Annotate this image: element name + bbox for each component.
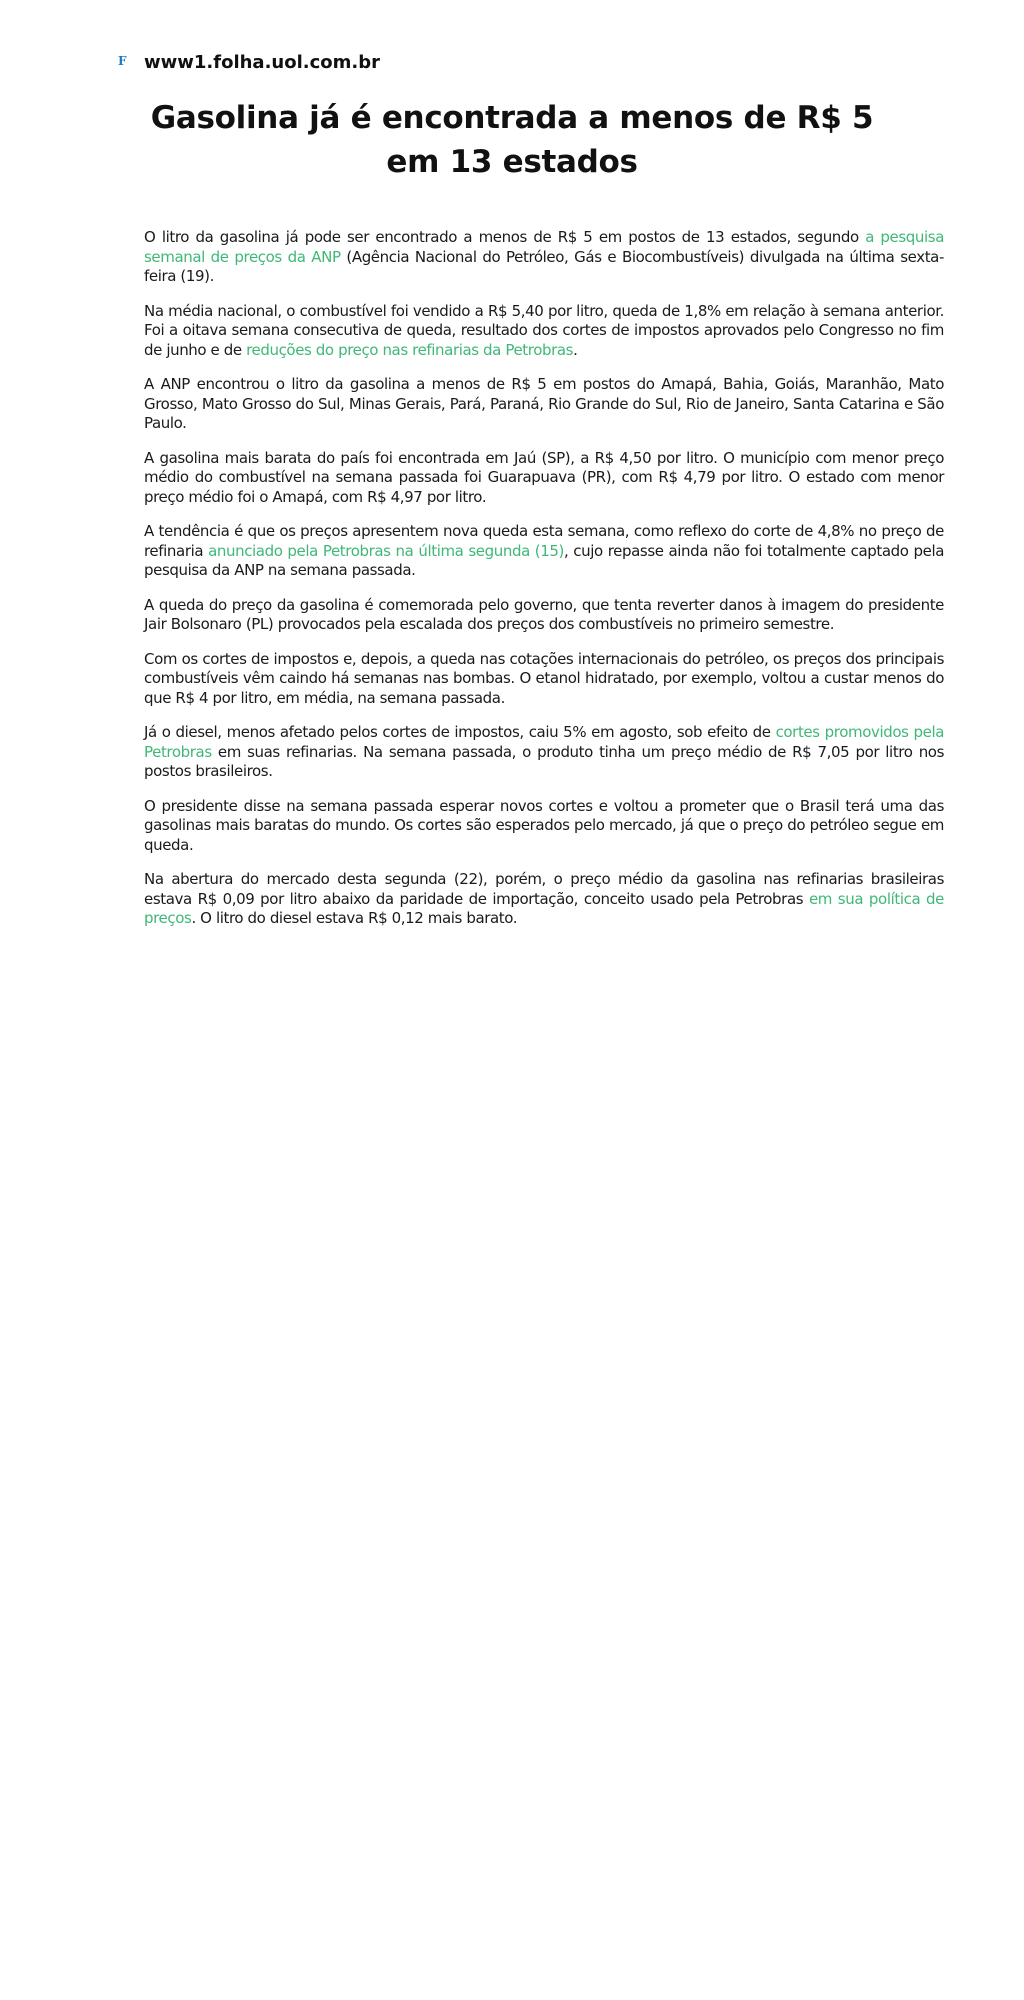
link-politica-precos[interactable]: em sua política de preços	[144, 889, 944, 927]
paragraph-text: em suas refinarias. Na semana passada, o produto tinha um preço médio de R$ 7,05 por litro nos postos brasileiros.	[144, 742, 944, 780]
article-paragraph	[144, 302, 944, 361]
article-paragraph: A ANP encontrou o litro da gasolina a menos de R$ 5 em postos do Amapá, Bahia, Goiás, Maranhão, Mato Grosso, Mato Grosso do Sul, Minas Gerais, Pará, Paraná, Rio Grande do Sul, Rio de Janeiro, Santa Catarina e São Paulo.	[144, 375, 944, 432]
paragraph-text: .	[573, 340, 578, 359]
article-paragraph: O presidente disse na semana passada esperar novos cortes e voltou a prometer que o Brasil terá uma das gasolinas mais baratas do mundo. Os cortes são esperados pelo mercado, já que o preço do petróleo segue em queda.	[144, 796, 944, 854]
article-paragraph	[144, 723, 944, 782]
article-paragraph: A queda do preço da gasolina é comemorada pelo governo, que tenta reverter danos à imagem do presidente Jair Bolsonaro (PL) provocados pela escalada dos preços dos combustíveis no primeiro semestre.	[144, 595, 944, 633]
article-paragraph	[144, 522, 944, 581]
paragraph-text: . O litro do diesel estava R$ 0,12 mais barato.	[191, 909, 518, 927]
link-anunciado-petrobras[interactable]: anunciado pela Petrobras na última segunda (15)	[208, 541, 565, 560]
link-pesquisa-anp[interactable]: a pesquisa semanal de preços da ANP	[144, 228, 944, 266]
site-domain[interactable]: www1.folha.uol.com.br	[144, 52, 380, 73]
paragraph-text: A tendência é que os preços apresentem nova queda esta semana, como reflexo do corte de 4,8% no preço de refinaria	[144, 522, 944, 560]
link-cortes-petrobras[interactable]: cortes promovidos pela Petrobras	[144, 723, 945, 761]
site-header	[118, 52, 380, 73]
article-body	[144, 228, 944, 944]
article-title: Gasolina já é encontrada a menos de R$ 5 em 13 estados	[150, 100, 874, 180]
link-reducoes-preco-refinarias[interactable]: reduções do preço nas refinarias da Petrobras	[246, 340, 574, 359]
article-paragraph: Com os cortes de impostos e, depois, a queda nas cotações internacionais do petróleo, os preços dos principais combustíveis vêm caindo há semanas nas bombas. O etanol hidratado, por exemplo, voltou a custar menos do que R$ 4 por litro, em média, na semana passada.	[144, 649, 944, 707]
paragraph-text: , cujo repasse ainda não foi totalmente captado pela pesquisa da ANP na semana passada.	[144, 541, 945, 579]
article-paragraph	[144, 228, 944, 287]
paragraph-text: O litro da gasolina já pode ser encontrado a menos de R$ 5 em postos de 13 estados, segundo	[144, 228, 866, 246]
paragraph-text: Na média nacional, o combustível foi vendido a R$ 5,40 por litro, queda de 1,8% em relação à semana anterior. Foi a oitava semana consecutiva de queda, resultado dos cortes de impostos aprovados pelo Congresso no fim de junho e de	[144, 301, 944, 359]
article-paragraph: A gasolina mais barata do país foi encontrada em Jaú (SP), a R$ 4,50 por litro. O município com menor preço médio do combustível na semana passada foi Guarapuava (PR), com R$ 4,79 por litro. O estado com menor preço médio foi o Amapá, com R$ 4,97 por litro.	[144, 448, 944, 506]
paragraph-text: Já o diesel, menos afetado pelos cortes de impostos, caiu 5% em agosto, sob efeito de	[144, 723, 776, 741]
article-paragraph	[144, 870, 944, 929]
folha-favicon-icon: F	[118, 53, 127, 68]
paragraph-text: Na abertura do mercado desta segunda (22), porém, o preço médio da gasolina nas refinarias brasileiras estava R$ 0,09 por litro abaixo da paridade de importação, conceito usado pela Petrobras	[144, 870, 944, 908]
paragraph-text: (Agência Nacional do Petróleo, Gás e Biocombustíveis) divulgada na última sexta-feira (19).	[144, 247, 944, 285]
